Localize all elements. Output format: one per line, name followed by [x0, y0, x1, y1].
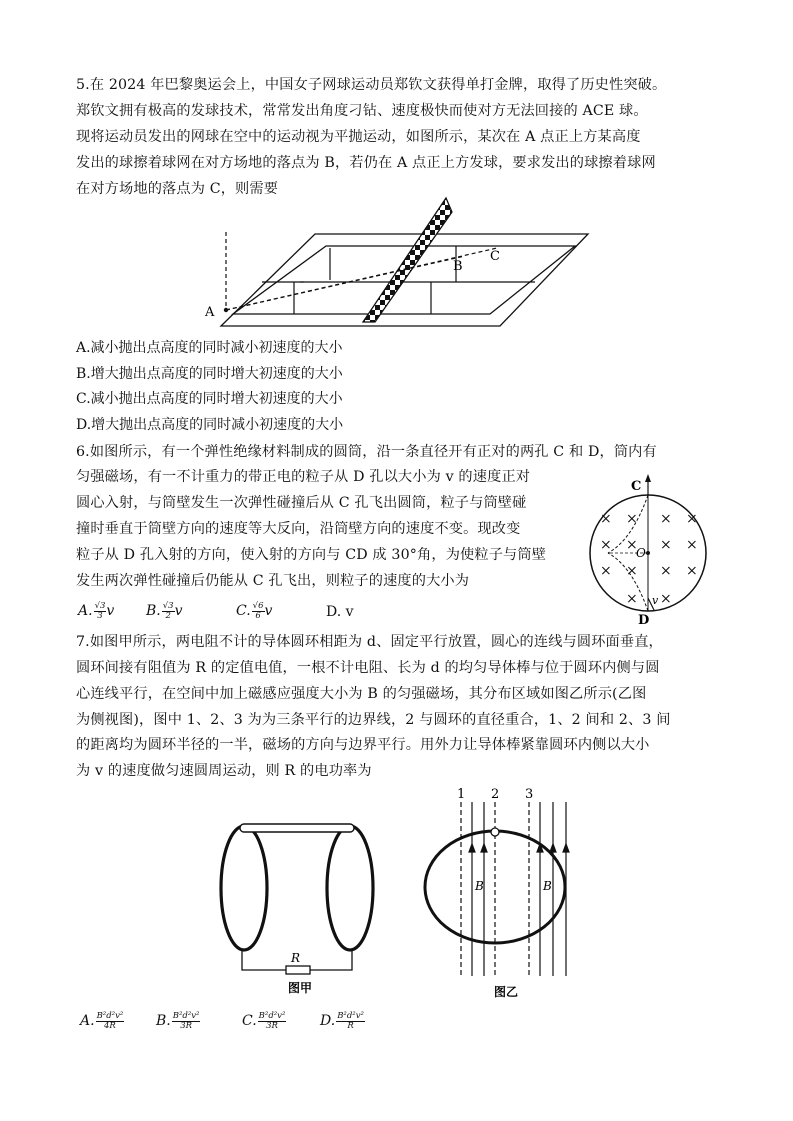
q6-line-4: 撞时垂直于筒壁方向的速度等大反向，沿筒壁方向的速度不变。现改变	[76, 521, 521, 537]
q6-line-6: 发生两次弹性碰撞后仍能从 C 孔飞出，则粒子的速度的大小为	[76, 573, 470, 589]
svg-text:×: ×	[626, 511, 638, 527]
q7-line-4: 为侧视图)，图中 1、2、3 为为三条平行的边界线，2 与圆环的直径重合，1、2 间和 2、3 间	[76, 712, 671, 728]
q5-option-b[interactable]: B.增大抛出点高度的同时增大初速度的大小	[76, 366, 343, 382]
q6-line-5: 粒子从 D 孔入射的方向，使入射的方向与 CD 成 30°角，为使粒子与筒壁	[76, 547, 547, 563]
label-2: 2	[491, 787, 500, 802]
label-b-left: B	[475, 879, 484, 893]
caption-jia: 图甲	[288, 981, 313, 995]
label-3: 3	[525, 787, 534, 802]
q6-line-3: 圆心入射，与筒壁发生一次弹性碰撞后从 C 孔飞出圆筒，粒子与筒壁碰	[76, 495, 527, 511]
svg-text:×: ×	[686, 563, 698, 579]
label-d: D	[638, 613, 650, 628]
q5-line-5: 在对方场地的落点为 C，则需要	[76, 181, 279, 197]
q6-line-2: 匀强磁场，有一不计重力的带正电的粒子从 D 孔以大小为 v 的速度正对	[76, 469, 531, 485]
label-a: A	[205, 305, 215, 320]
label-o: O	[636, 546, 646, 560]
q5-line-4: 发出的球擦着球网在对方场地的落点为 B，若仍在 A 点正上方发球，要求发出的球擦着球网	[76, 155, 656, 171]
resistor-label: R	[291, 951, 301, 965]
svg-text:×: ×	[626, 591, 638, 607]
q6-line-1: 6.如图所示，有一个弹性绝缘材料制成的圆筒，沿一条直径开有正对的两孔 C 和 D，筒内有	[76, 444, 657, 460]
q7-line-6: 为 v 的速度做匀速圆周运动，则 R 的电功率为	[76, 763, 372, 779]
svg-text:×: ×	[660, 563, 672, 579]
caption-yi: 图乙	[494, 985, 519, 999]
q5-line-1: 5.在 2024 年巴黎奥运会上，中国女子网球运动员郑钦文获得单打金牌，取得了历史性突破。	[76, 77, 667, 93]
label-b-right: B	[543, 879, 552, 893]
label-v: v	[652, 594, 659, 607]
q6-option-b[interactable]: B. $\frac{√3}{2}$ v	[146, 600, 183, 621]
svg-text:×: ×	[626, 563, 638, 579]
q7-option-d[interactable]: D. $\frac{\text{B²d²v²}}{R}$	[320, 1010, 364, 1031]
label-1: 1	[457, 787, 466, 802]
q7-line-5: 的距离均为圆环半径的一半，磁场的方向与边界平行。用外力让导体棒紧靠圆环内侧以大小	[76, 737, 650, 753]
q7-line-3: 心连线平行，在空间中加上磁感应强度大小为 B 的匀强磁场，其分布区域如图乙所示(乙图	[76, 686, 647, 702]
label-c: C	[490, 249, 500, 264]
svg-text:×: ×	[626, 537, 638, 553]
q7-line-2: 圆环间接有阻值为 R 的定值电值，一根不计电阻、长为 d 的均匀导体棒与位于圆环内侧与圆	[76, 660, 660, 676]
q7-option-a[interactable]: A. $\frac{\text{B²d²v²}}{4R}$	[80, 1010, 124, 1031]
q5-option-c[interactable]: C.减小抛出点高度的同时增大初速度的大小	[76, 391, 343, 407]
q6-option-d[interactable]: D. v	[326, 604, 354, 620]
svg-text:×: ×	[686, 537, 698, 553]
svg-text:×: ×	[600, 563, 612, 579]
q5-line-3: 现将运动员发出的网球在空中的运动视为平抛运动，如图所示，某次在 A 点正上方某高度	[76, 129, 641, 145]
field-lines	[469, 802, 569, 976]
q5-option-a[interactable]: A.减小抛出点高度的同时减小初速度的大小	[76, 340, 343, 356]
q5-line-2: 郑钦文拥有极高的发球技术，常常发出角度刁钻、速度极快而使对方无法回接的 ACE 球。	[76, 103, 648, 119]
label-b: B	[453, 259, 463, 274]
q6-option-c[interactable]: C. $\frac{√6}{6}$ v	[236, 600, 273, 621]
rod-cross-section	[491, 828, 499, 836]
svg-text:×: ×	[660, 511, 672, 527]
q7-line-1: 7.如图甲所示，两电阻不计的导体圆环相距为 d、固定平行放置，圆心的连线与圆环面垂直，	[76, 634, 663, 650]
q7-option-c[interactable]: C. $\frac{\text{B²d²v²}}{3R}$	[242, 1010, 286, 1031]
q6-option-a[interactable]: A. $\frac{√3}{3}$ v	[78, 600, 115, 621]
q5-option-d[interactable]: D.增大抛出点高度的同时减小初速度的大小	[76, 417, 344, 433]
svg-text:×: ×	[686, 511, 698, 527]
svg-text:×: ×	[600, 537, 612, 553]
label-c: C	[631, 479, 642, 494]
q7-option-b[interactable]: B. $\frac{\text{B²d²v²}}{3R}$	[156, 1010, 200, 1031]
svg-text:×: ×	[660, 537, 672, 553]
svg-text:×: ×	[600, 511, 612, 527]
svg-text:×: ×	[660, 591, 672, 607]
